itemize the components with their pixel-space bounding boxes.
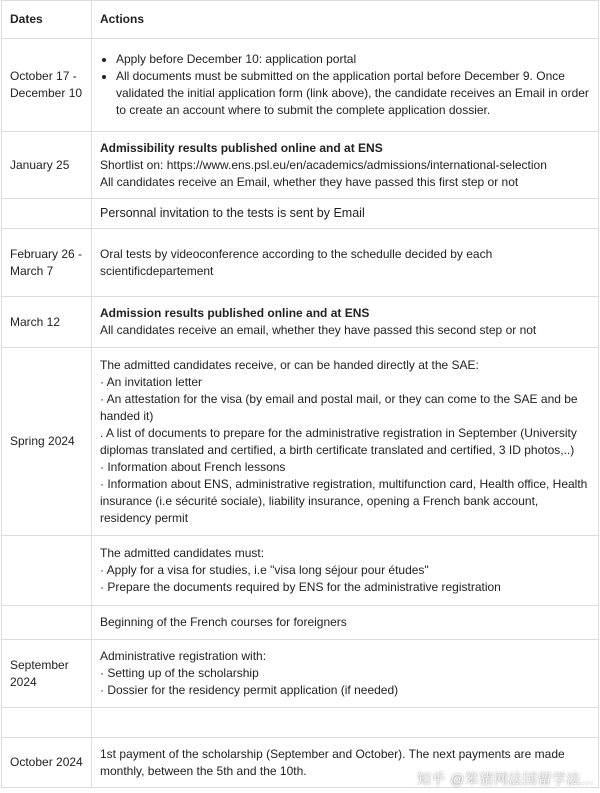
- date-cell: Spring 2024: [2, 348, 92, 536]
- table-row: [2, 708, 599, 738]
- row-text: 1st payment of the scholarship (September and October). The next payments are made monthly, between the 5th and the 10th.: [100, 746, 565, 778]
- schedule-table: [1, 0, 599, 788]
- row-text: All candidates receive an Email, whether they have passed this first step or not: [100, 174, 519, 189]
- date-cell: [2, 606, 92, 640]
- row-text: Oral tests by videoconference according to the schedulle decided by each scientificdepartement: [100, 246, 493, 278]
- list-item: • Apply before December 10: application portal: [116, 51, 590, 68]
- actions-cell: [92, 199, 599, 229]
- row-text: The admitted candidates must:: [100, 546, 265, 560]
- row-heading: Admission results published online and at ENS: [100, 306, 370, 320]
- table-row: [2, 606, 599, 640]
- actions-cell: [92, 708, 599, 738]
- table-row: [2, 536, 599, 606]
- actions-cell: [92, 536, 599, 606]
- row-text: . A list of documents to prepare for the administrative registration in September (University diplomas translated and certified, a birth certificate translated and certified, 3 ID photos,..): [100, 425, 577, 457]
- table-row: [2, 297, 599, 348]
- table-row: [2, 199, 599, 229]
- list-item: • All documents must be submitted on the application portal before December 9. Once validated the initial application form (link above), the candidate receives an Email in order to create an account where to submit the complete application dossier.: [116, 68, 590, 119]
- shortlist-link[interactable]: Shortlist on: https://www.ens.psl.eu/en/academics/admissions/international-selection: [100, 157, 547, 172]
- row-text: · Dossier for the residency permit application (if needed): [100, 683, 399, 697]
- date-cell: October 2024: [2, 738, 92, 788]
- actions-cell: [92, 39, 599, 132]
- row-text: The admitted candidates receive, or can be handed directly at the SAE:: [100, 357, 479, 372]
- date-cell: September 2024: [2, 640, 92, 708]
- row-text: Beginning of the French courses for foreigners: [100, 615, 347, 629]
- row-text: · An invitation letter: [100, 374, 203, 389]
- date-cell: [2, 708, 92, 738]
- actions-cell: [92, 640, 599, 708]
- header-actions: Actions: [92, 1, 599, 39]
- row-text: Administrative registration with:: [100, 649, 267, 663]
- actions-cell: [92, 132, 599, 199]
- actions-cell: [92, 297, 599, 348]
- row-text: · Apply for a visa for studies, i.e "visa long séjour pour études": [100, 563, 429, 577]
- actions-cell: [92, 606, 599, 640]
- actions-cell: [92, 348, 599, 536]
- row-text: · Information about ENS, administrative registration, multifunction card, Health office, Health insurance (i.e sécurité sociale), liability insurance, opening a French bank account, residency permit: [100, 476, 588, 525]
- date-cell: [2, 199, 92, 229]
- date-cell: January 25: [2, 132, 92, 199]
- watermark: 知乎 @笨猪网法国留学法...: [416, 771, 594, 787]
- row-text: Personnal invitation to the tests is sent by Email: [100, 206, 365, 220]
- table-row: [2, 640, 599, 708]
- actions-cell: [92, 229, 599, 297]
- row-text: · Prepare the documents required by ENS for the administrative registration: [100, 580, 501, 594]
- header-dates: Dates: [2, 1, 92, 39]
- header-row: [2, 1, 599, 39]
- row-text: · Information about French lessons: [100, 459, 286, 474]
- table-row: [2, 132, 599, 199]
- date-cell: October 17 - December 10: [2, 39, 92, 132]
- table-row: [2, 39, 599, 132]
- date-cell: [2, 536, 92, 606]
- table-row: [2, 229, 599, 297]
- row-text: · Setting up of the scholarship: [100, 666, 259, 680]
- row-heading: Admissibility results published online and at ENS: [100, 140, 383, 155]
- date-cell: February 26 - March 7: [2, 229, 92, 297]
- row-text: All candidates receive an email, whether they have passed this second step or not: [100, 323, 537, 337]
- table-row: [2, 348, 599, 536]
- date-cell: March 12: [2, 297, 92, 348]
- row-text: · An attestation for the visa (by email and postal mail, or they can come to the SAE and be handed it): [100, 391, 578, 423]
- bullet-list: [100, 51, 590, 119]
